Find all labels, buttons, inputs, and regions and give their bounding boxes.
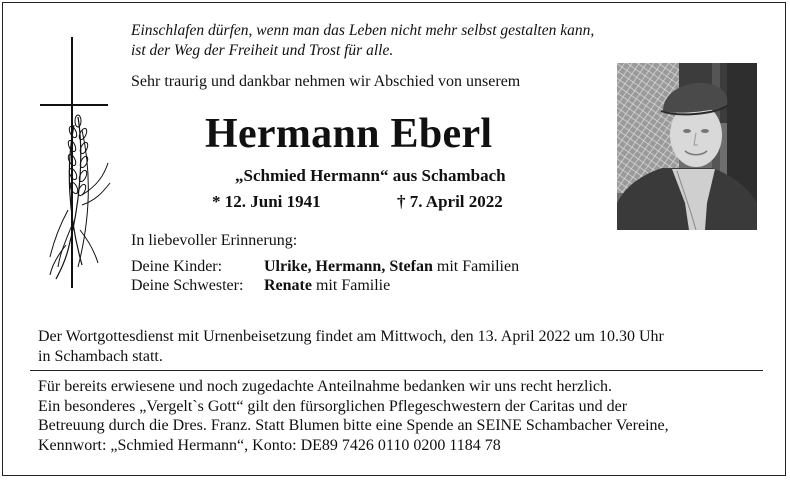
section-divider <box>30 370 763 371</box>
relative-names: Renate <box>264 277 312 294</box>
thanks-text <box>38 377 669 455</box>
thanks-line-1: Für bereits erwiesene und noch zugedachte Anteilnahme bedanken wir uns recht herzlich. <box>38 378 613 395</box>
quote-line-2: ist der Weg der Freiheit und Trost für alle. <box>131 42 394 59</box>
deceased-name: Hermann Eberl <box>205 111 493 157</box>
service-info <box>38 327 664 367</box>
relatives-children <box>131 258 519 276</box>
death-date: † 7. April 2022 <box>397 192 503 211</box>
cross-with-wheat-icon <box>38 35 118 290</box>
thanks-line-4: Kennwort: „Schmied Hermann“, Konto: DE89 7426 0110 0200 1184 78 <box>38 436 501 454</box>
thanks-line-3: Betreuung durch die Dres. Franz. Statt Blumen bitte eine Spende an SEINE Schambacher Vereine, <box>38 417 669 434</box>
service-line-1: Der Wortgottesdienst mit Urnenbeisetzung findet am Mittwoch, den 13. April 2022 um 10.30 Uhr <box>38 328 664 345</box>
relatives-sister <box>131 277 390 295</box>
relative-suffix: mit Familie <box>311 277 391 294</box>
birth-date: * 12. Juni 1941 <box>212 192 321 211</box>
quote-line-1: Einschlafen dürfen, wenn man das Leben nicht mehr selbst gestalten kann, <box>131 22 595 39</box>
memory-heading: In liebevoller Erinnerung: <box>131 232 298 249</box>
relation-label: Deine Kinder: <box>131 258 223 275</box>
portrait-photo <box>617 63 757 230</box>
relative-names: Ulrike, Hermann, Stefan <box>264 258 433 275</box>
deceased-nickname: „Schmied Hermann“ aus Schambach <box>235 166 506 185</box>
intro-text: Sehr traurig und dankbar nehmen wir Abschied von unserem <box>131 73 521 90</box>
relative-suffix: mit Familien <box>432 258 520 275</box>
thanks-line-2: Ein besonderes „Vergelt`s Gott“ gilt den fürsorglichen Pflegeschwestern der Caritas und der <box>38 397 628 415</box>
service-line-2: in Schambach statt. <box>38 348 163 365</box>
relation-label: Deine Schwester: <box>131 277 244 294</box>
